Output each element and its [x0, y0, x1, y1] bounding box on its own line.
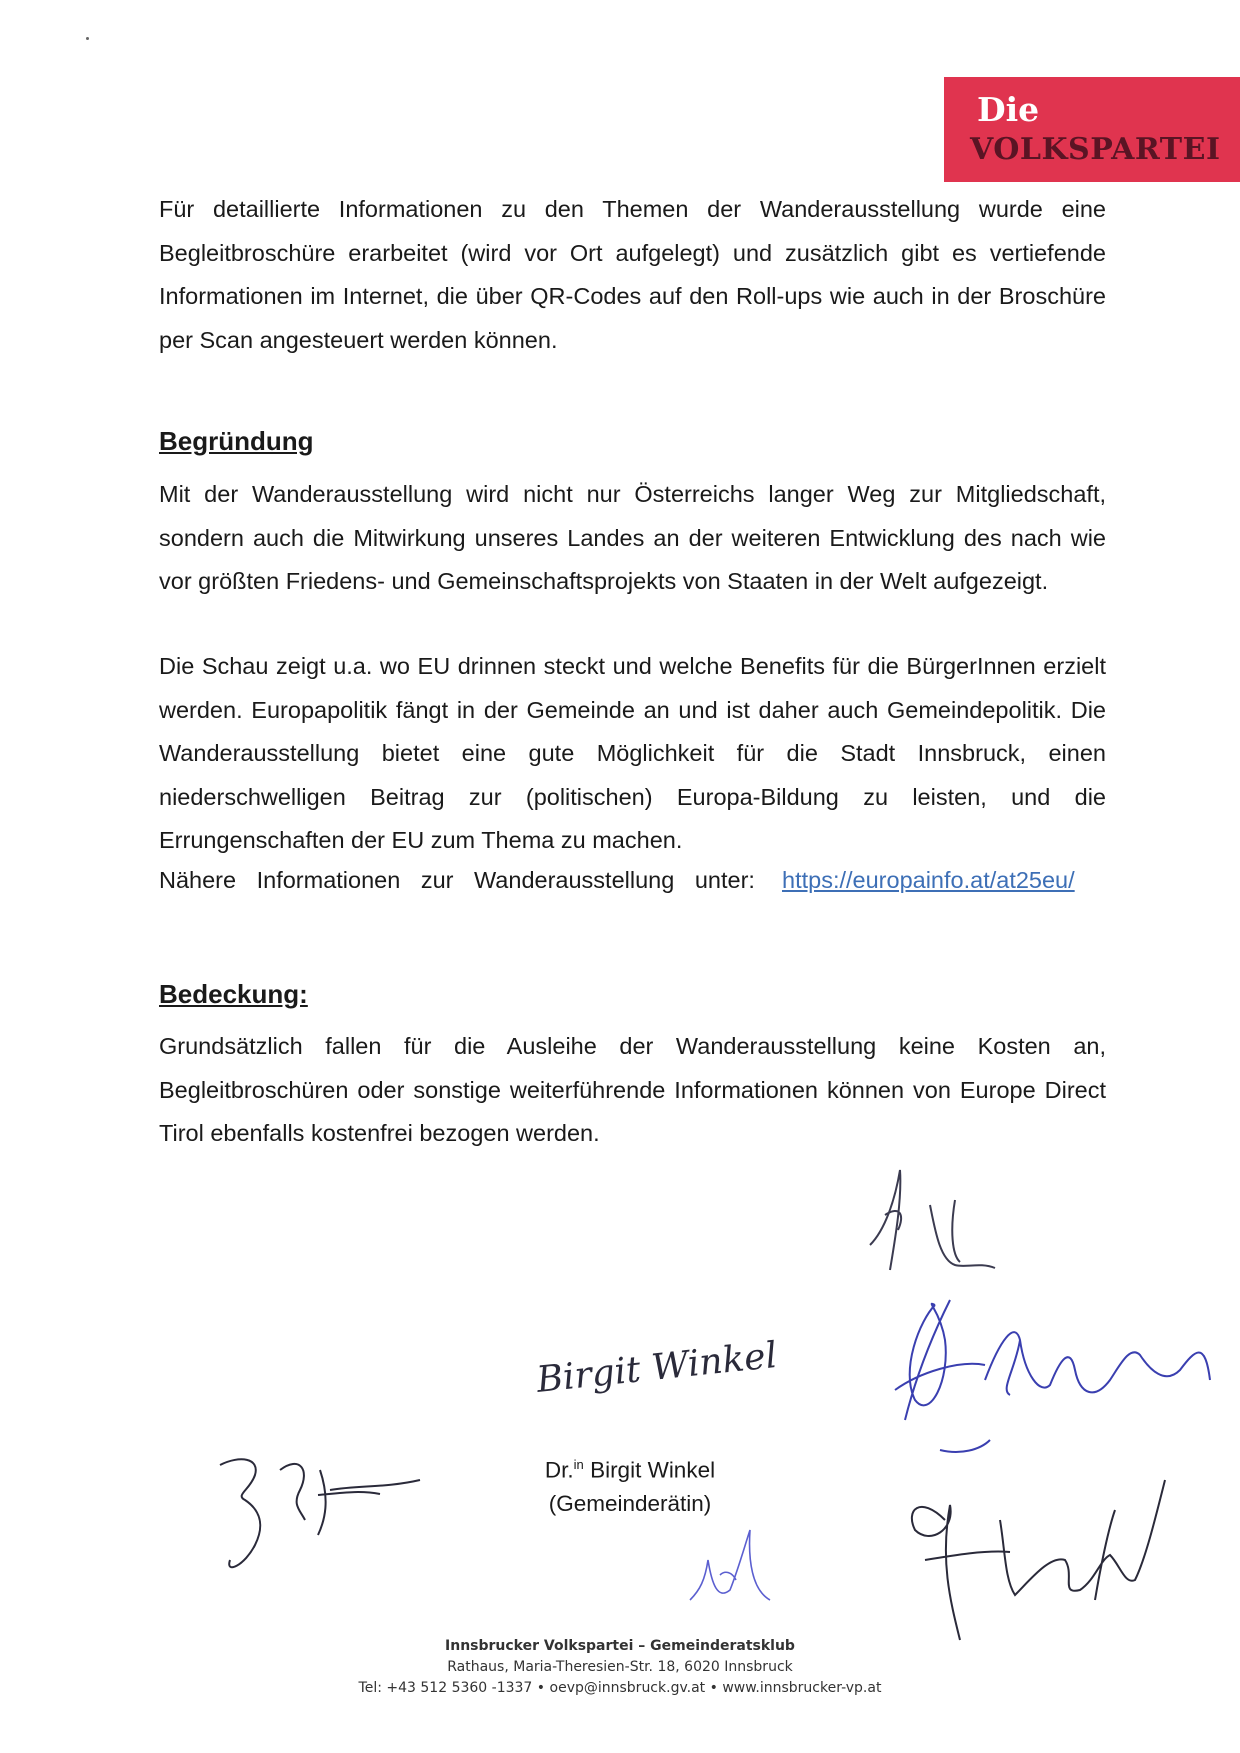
signer-title: Dr. [544, 1457, 574, 1483]
signature-scribble-5 [690, 1530, 770, 1600]
footer-org: Innsbrucker Volkspartei – Gemeinderatsklub [445, 1638, 795, 1654]
heading-begruendung: Begründung [159, 426, 314, 456]
signature-scribble-2 [895, 1300, 1210, 1452]
handwritten-signature-winkel: Birgit Winkel [534, 1334, 779, 1401]
more-info-prefix: Nähere Informationen zur Wanderausstellung unter: [159, 867, 755, 893]
logo-line-1: Die [977, 90, 1040, 129]
signature-scribble-1 [870, 1170, 995, 1270]
begruendung-paragraph-1: Mit der Wanderausstellung wird nicht nur Österreichs langer Weg zur Mitgliedschaft, sondern auch die Mitwirkung unseres Landes an der weiteren Entwicklung des nach wie vor größten Friedens- und Gemeinschaftsprojekts von Staaten in der Welt aufgezeigt. [159, 481, 1106, 594]
bedeckung-paragraph: Grundsätzlich fallen für die Ausleihe der Wanderausstellung keine Kosten an, Begleitbroschüren oder sonstige weiterführende Informationen können von Europe Direct Tirol ebenfalls kostenfrei bezogen werden. [159, 1033, 1106, 1146]
page-footer [300, 1636, 940, 1699]
signer-role: (Gemeinderätin) [548, 1490, 712, 1516]
logo-line-2: VOLKSPARTEI [970, 132, 1221, 167]
footer-tel: +43 512 5360 -1337 [386, 1680, 533, 1696]
heading-bedeckung: Bedeckung: [159, 979, 308, 1009]
europainfo-link[interactable]: https://europainfo.at/at25eu/ [782, 867, 1075, 893]
signature-scribble-4 [220, 1459, 420, 1567]
signer-name: Birgit Winkel [590, 1457, 716, 1483]
begruendung-paragraph-2: Die Schau zeigt u.a. wo EU drinnen steckt und welche Benefits für die BürgerInnen erzielt werden. Europapolitik fängt in der Gemeinde an und ist daher auch Gemeindepolitik. Die Wanderausstellung bietet eine gute Möglichkeit für die Stadt Innsbruck, einen niederschwelligen Beitrag zur (politischen) Europa-Bildung zu leisten, und die Errungenschaften der EU zum Thema zu machen. [159, 653, 1106, 853]
footer-separator: • [709, 1680, 718, 1696]
signer-name-line [520, 1448, 740, 1487]
footer-address: Rathaus, Maria-Theresien-Str. 18, 6020 Innsbruck [447, 1659, 793, 1675]
footer-contact [300, 1678, 940, 1699]
intro-paragraph: Für detaillierte Informationen zu den Themen der Wanderausstellung wurde eine Begleitbroschüre erarbeitet (wird vor Ort aufgelegt) und zusätzlich gibt es vertiefende Informationen im Internet, die über QR-Codes auf den Roll-ups wie auch in der Broschüre per Scan angesteuert werden können. [159, 196, 1106, 353]
footer-web[interactable]: www.innsbrucker-vp.at [722, 1680, 882, 1696]
footer-email[interactable]: oevp@innsbruck.gv.at [549, 1680, 706, 1696]
signer-block [520, 1448, 740, 1520]
signature-scribble-3 [912, 1480, 1165, 1640]
footer-separator: • [536, 1680, 546, 1696]
signer-title-sup: in [573, 1457, 584, 1472]
footer-tel-label: Tel: [358, 1680, 382, 1696]
